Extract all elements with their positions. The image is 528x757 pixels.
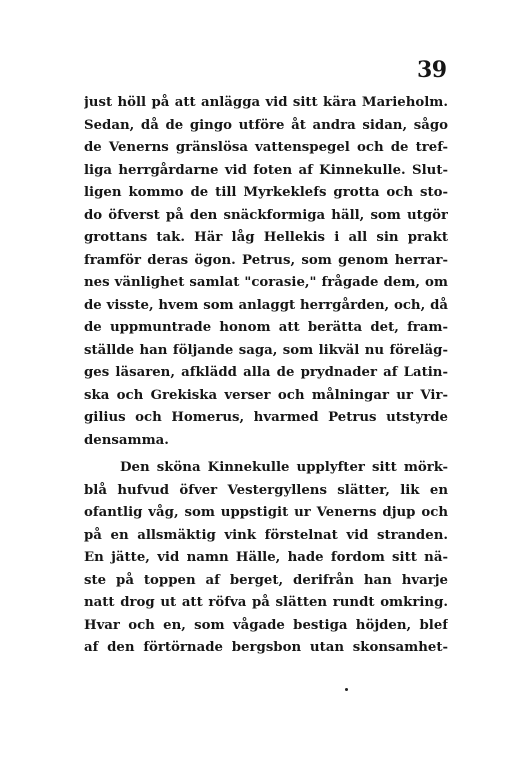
paragraph-2 xyxy=(84,457,448,660)
text-line: ofantlig våg, som uppstigit ur Venerns djup och xyxy=(84,505,448,520)
text-line: natt drog ut att röfva på slätten rundt omkring. xyxy=(84,595,448,610)
text-line: de uppmuntrade honom att berätta det, fram- xyxy=(84,320,448,335)
text-line: gilius och Homerus, hvarmed Petrus utstyrde xyxy=(84,410,448,425)
text-line: nes vänlighet samlat "corasie," frågade dem, om xyxy=(84,275,448,290)
ink-dot xyxy=(345,688,348,691)
text-line: do öfverst på den snäckformiga häll, som utgör xyxy=(84,207,448,223)
text-line: de Venerns gränslösa vattenspegel och de tref- xyxy=(84,140,448,155)
text-line: på en allsmäktig vink förstelnat vid stranden. xyxy=(84,527,448,543)
text-line: ste på toppen af berget, derifrån han hvarje xyxy=(84,572,448,588)
text-line: En jätte, vid namn Hälle, hade fordom sitt nä- xyxy=(84,550,448,565)
text-line: ställde han följande saga, som likväl nu föreläg- xyxy=(84,342,448,358)
text-line: liga herrgårdarne vid foten af Kinnekulle. Slut- xyxy=(84,162,448,178)
text-line: ges läsaren, afklädd alla de prydnader af Latin- xyxy=(84,365,448,380)
text-line: just höll på att anlägga vid sitt kära Marieholm. xyxy=(84,95,448,110)
text-line: grottans tak. Här låg Hellekis i all sin prakt xyxy=(84,230,448,245)
text-line: Sedan, då de gingo utföre åt andra sidan, sågo xyxy=(84,117,448,133)
text-line: framför deras ögon. Petrus, som genom herrar- xyxy=(84,252,448,268)
paragraph-1 xyxy=(84,92,448,452)
text-line: Hvar och en, som vågade bestiga höjden, blef xyxy=(84,617,448,633)
text-line: ligen kommo de till Myrkeklefs grotta och sto- xyxy=(84,185,448,200)
text-line: de visste, hvem som anlaggt herrgården, och, då xyxy=(84,297,448,313)
text-line: ska och Grekiska verser och målningar ur Vir- xyxy=(84,387,448,403)
text-line: blå hufvud öfver Vestergyllens slätter, lik en xyxy=(84,482,448,498)
body-text xyxy=(84,92,448,660)
page-number: 39 xyxy=(417,57,447,83)
text-line: af den förtörnade bergsbon utan skonsamhet- xyxy=(84,640,448,655)
text-line: densamma. xyxy=(84,432,169,448)
text-line: Den sköna Kinnekulle upplyfter sitt mörk- xyxy=(120,460,448,475)
